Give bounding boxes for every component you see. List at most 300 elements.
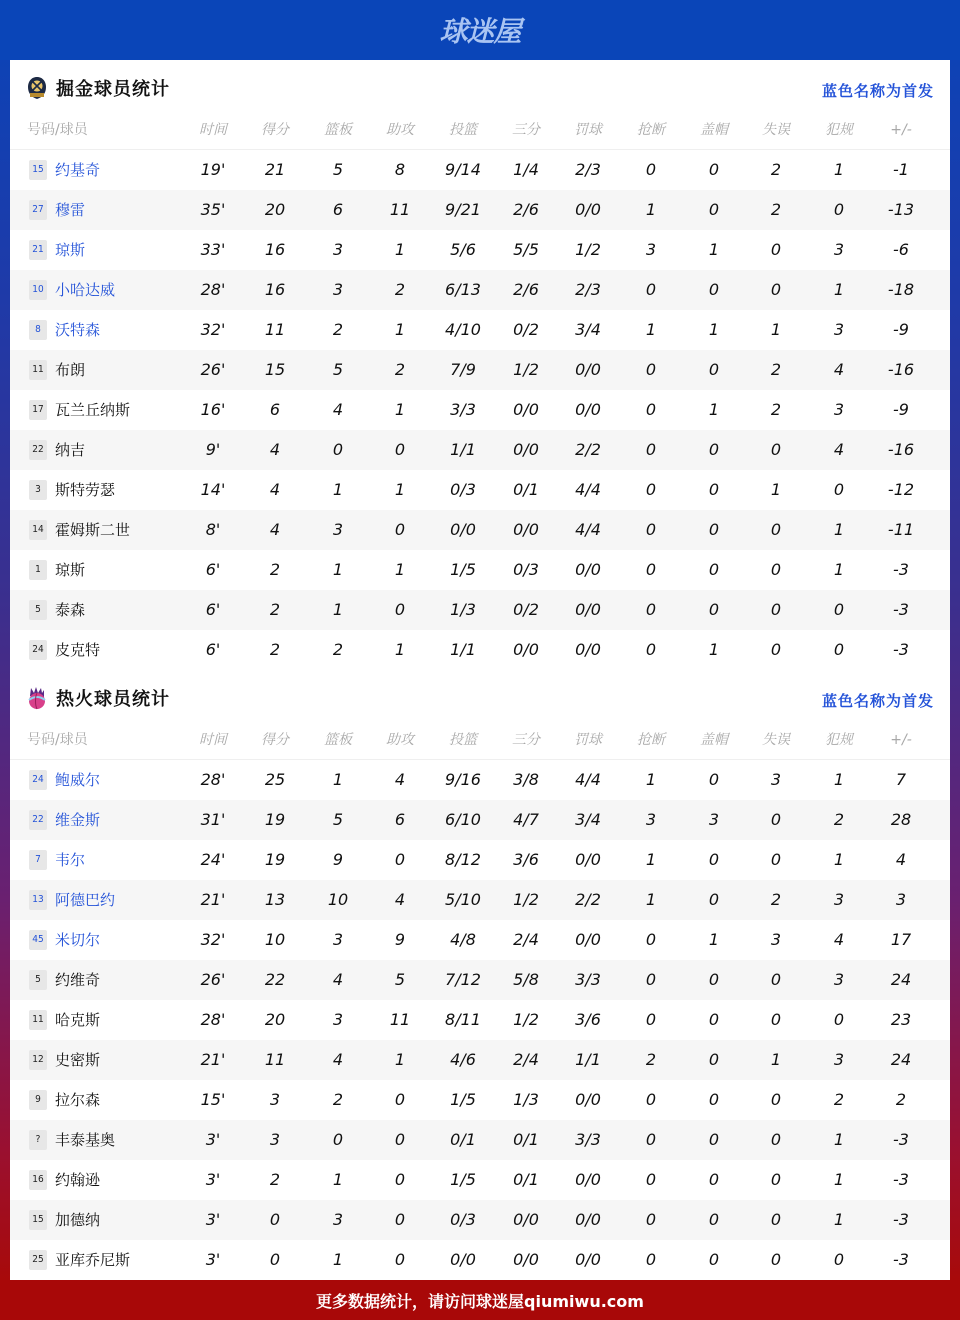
player-row[interactable] [10,1000,950,1040]
col-3pt: 1/2 [513,1010,539,1029]
player-name[interactable]: 斯特劳瑟 [55,481,116,499]
jersey-number: 16 [29,1170,47,1190]
col-assists: 1 [394,1050,406,1069]
jersey-number: 5 [29,970,47,990]
col-fouls: 4 [833,440,845,459]
col-points: 3 [269,1130,281,1149]
col-fouls: 1 [833,850,845,869]
col-blocks: 0 [708,1210,720,1229]
col-steals: 1 [645,890,657,909]
col-fg: 8/12 [445,850,481,869]
header-col-3pt: 三分 [512,732,540,748]
col-assists: 5 [394,970,406,989]
table-header [10,720,950,760]
player-row[interactable] [10,840,950,880]
player-name-starter[interactable]: 米切尔 [55,931,101,949]
col-minutes: 33' [200,240,226,259]
col-ft: 0/0 [575,560,601,579]
col-3pt: 4/7 [513,810,539,829]
brand-logo: 球迷屋 [439,15,521,48]
col-plus-minus: -16 [887,360,915,379]
col-blocks: 0 [708,890,720,909]
player-name[interactable]: 约翰逊 [55,1171,101,1189]
col-turnovers: 0 [770,1210,782,1229]
header-col-fouls: 犯规 [825,122,853,138]
col-blocks: 0 [708,1010,720,1029]
col-points: 11 [264,320,286,339]
player-name-starter[interactable]: 琼斯 [55,241,86,259]
col-turnovers: 1 [770,1050,782,1069]
col-blocks: 0 [708,160,720,179]
col-turnovers: 2 [770,890,782,909]
player-name[interactable]: 琼斯 [55,561,86,579]
player-name[interactable]: 亚库乔尼斯 [55,1251,131,1269]
col-blocks: 1 [708,320,720,339]
player-row[interactable] [10,270,950,310]
player-row[interactable] [10,630,950,670]
col-steals: 0 [645,1010,657,1029]
col-turnovers: 0 [770,640,782,659]
col-minutes: 35' [200,200,226,219]
col-assists: 1 [394,320,406,339]
col-turnovers: 2 [770,160,782,179]
col-turnovers: 0 [770,280,782,299]
col-fg: 5/6 [450,240,476,259]
player-row[interactable] [10,800,950,840]
player-row[interactable] [10,920,950,960]
header-player: 号码/球员 [27,122,88,138]
col-minutes: 14' [200,480,226,499]
col-plus-minus: -12 [887,480,915,499]
header-col-plus-minus: +/- [890,732,912,748]
col-blocks: 1 [708,400,720,419]
col-points: 2 [269,640,281,659]
col-plus-minus: -13 [887,200,915,219]
header-col-blocks: 盖帽 [700,122,728,138]
col-assists: 0 [394,1210,406,1229]
header-col-minutes: 时间 [199,122,227,138]
col-fouls: 3 [833,400,845,419]
col-fg: 5/10 [445,890,481,909]
col-fg: 4/6 [450,1050,476,1069]
col-points: 25 [264,770,286,789]
col-fouls: 1 [833,1130,845,1149]
col-points: 10 [264,930,286,949]
col-steals: 0 [645,1170,657,1189]
col-assists: 0 [394,600,406,619]
player-name[interactable]: 纳吉 [55,441,86,459]
jersey-number: 11 [29,1010,47,1030]
col-3pt: 2/6 [513,280,539,299]
header-col-assists: 助攻 [386,732,414,748]
col-minutes: 28' [200,770,226,789]
col-turnovers: 0 [770,810,782,829]
player-name[interactable]: 加德纳 [55,1211,101,1229]
col-turnovers: 0 [770,240,782,259]
col-steals: 0 [645,400,657,419]
col-blocks: 0 [708,970,720,989]
player-row[interactable] [10,510,950,550]
col-fouls: 0 [833,600,845,619]
player-row[interactable] [10,590,950,630]
player-row[interactable] [10,470,950,510]
col-steals: 3 [645,810,657,829]
player-name-starter[interactable]: 维金斯 [55,811,101,829]
col-steals: 0 [645,1130,657,1149]
col-turnovers: 0 [770,520,782,539]
col-points: 20 [264,200,286,219]
col-ft: 0/0 [575,1210,601,1229]
col-3pt: 0/0 [513,440,539,459]
col-blocks: 0 [708,360,720,379]
col-fg: 4/8 [450,930,476,949]
col-fouls: 3 [833,1050,845,1069]
player-row[interactable] [10,550,950,590]
col-fouls: 3 [833,970,845,989]
col-steals: 0 [645,1250,657,1269]
player-name[interactable]: 霍姆斯二世 [55,521,131,539]
col-fouls: 4 [833,360,845,379]
col-plus-minus: 3 [895,890,907,909]
col-rebounds: 3 [332,520,344,539]
header-col-fg: 投篮 [449,122,477,138]
col-plus-minus: -11 [887,520,915,539]
col-assists: 1 [394,400,406,419]
player-name[interactable]: 拉尔森 [55,1091,101,1109]
col-points: 13 [264,890,286,909]
col-points: 0 [269,1210,281,1229]
col-minutes: 26' [200,970,226,989]
col-points: 2 [269,600,281,619]
col-steals: 3 [645,240,657,259]
col-ft: 2/3 [575,160,601,179]
col-plus-minus: -9 [893,400,909,419]
col-points: 6 [269,400,281,419]
col-plus-minus: -3 [893,600,909,619]
player-row[interactable] [10,430,950,470]
player-name[interactable]: 皮克特 [55,641,101,659]
col-plus-minus: 2 [895,1090,907,1109]
col-steals: 0 [645,970,657,989]
col-blocks: 0 [708,1130,720,1149]
col-turnovers: 1 [770,480,782,499]
col-fouls: 1 [833,560,845,579]
col-fg: 0/0 [450,520,476,539]
nuggets-logo-icon [26,76,48,100]
col-rebounds: 3 [332,930,344,949]
col-steals: 0 [645,480,657,499]
col-turnovers: 0 [770,1090,782,1109]
col-fg: 0/3 [450,480,476,499]
col-ft: 2/2 [575,890,601,909]
col-fg: 6/13 [445,280,481,299]
col-ft: 4/4 [575,520,601,539]
col-turnovers: 0 [770,1250,782,1269]
col-fg: 4/10 [445,320,481,339]
player-name[interactable]: 布朗 [55,361,86,379]
player-name[interactable]: 史密斯 [55,1051,101,1069]
col-3pt: 0/0 [513,520,539,539]
col-minutes: 32' [200,930,226,949]
player-name-starter[interactable]: 韦尔 [55,851,86,869]
jersey-number: 27 [29,200,47,220]
col-blocks: 0 [708,280,720,299]
col-turnovers: 0 [770,440,782,459]
col-minutes: 9' [205,440,221,459]
player-name-starter[interactable]: 小哈达威 [55,281,116,299]
col-ft: 0/0 [575,360,601,379]
col-3pt: 2/4 [513,930,539,949]
header-col-assists: 助攻 [386,122,414,138]
col-points: 11 [264,1050,286,1069]
col-steals: 0 [645,930,657,949]
col-3pt: 0/3 [513,560,539,579]
col-assists: 0 [394,520,406,539]
col-blocks: 0 [708,1250,720,1269]
col-3pt: 3/8 [513,770,539,789]
col-turnovers: 0 [770,1130,782,1149]
col-fouls: 3 [833,320,845,339]
player-name-starter[interactable]: 穆雷 [55,201,86,219]
col-ft: 0/0 [575,930,601,949]
col-plus-minus: -18 [887,280,915,299]
col-ft: 0/0 [575,1170,601,1189]
col-rebounds: 9 [332,850,344,869]
player-name-starter[interactable]: 沃特森 [55,321,101,339]
jersey-number: ? [29,1130,47,1150]
col-minutes: 15' [200,1090,226,1109]
table-header [10,110,950,150]
col-3pt: 2/4 [513,1050,539,1069]
col-assists: 1 [394,640,406,659]
player-name-starter[interactable]: 约基奇 [55,161,101,179]
jersey-number: 25 [29,1250,47,1270]
col-fouls: 1 [833,1210,845,1229]
col-turnovers: 0 [770,970,782,989]
col-points: 22 [264,970,286,989]
col-assists: 11 [389,1010,411,1029]
col-blocks: 0 [708,770,720,789]
col-fouls: 0 [833,640,845,659]
col-blocks: 1 [708,240,720,259]
col-fg: 1/5 [450,560,476,579]
col-steals: 0 [645,600,657,619]
col-plus-minus: -3 [893,560,909,579]
player-row[interactable] [10,1120,950,1160]
col-ft: 3/6 [575,1010,601,1029]
jersey-number: 7 [29,850,47,870]
player-row[interactable] [10,310,950,350]
header-col-points: 得分 [261,732,289,748]
col-rebounds: 1 [332,600,344,619]
player-row[interactable] [10,1040,950,1080]
col-fouls: 0 [833,1250,845,1269]
header-col-points: 得分 [261,122,289,138]
col-ft: 0/0 [575,200,601,219]
col-rebounds: 1 [332,560,344,579]
col-points: 4 [269,440,281,459]
col-fouls: 2 [833,1090,845,1109]
col-plus-minus: 24 [890,1050,912,1069]
col-turnovers: 2 [770,360,782,379]
col-3pt: 0/0 [513,1210,539,1229]
col-assists: 1 [394,560,406,579]
col-fouls: 1 [833,520,845,539]
col-steals: 0 [645,640,657,659]
col-fg: 7/9 [450,360,476,379]
player-name[interactable]: 瓦兰丘纳斯 [55,401,131,419]
col-ft: 0/0 [575,600,601,619]
col-points: 21 [264,160,286,179]
jersey-number: 45 [29,930,47,950]
col-points: 19 [264,850,286,869]
col-plus-minus: 28 [890,810,912,829]
col-ft: 2/2 [575,440,601,459]
col-3pt: 1/3 [513,1090,539,1109]
col-ft: 3/4 [575,810,601,829]
col-3pt: 2/6 [513,200,539,219]
col-fouls: 2 [833,810,845,829]
col-rebounds: 4 [332,1050,344,1069]
col-rebounds: 3 [332,1010,344,1029]
col-3pt: 3/6 [513,850,539,869]
col-plus-minus: -3 [893,1130,909,1149]
header-col-steals: 抢断 [637,732,665,748]
player-row[interactable] [10,150,950,190]
col-blocks: 0 [708,520,720,539]
col-ft: 3/4 [575,320,601,339]
player-row[interactable] [10,1080,950,1120]
col-turnovers: 0 [770,1170,782,1189]
col-plus-minus: -9 [893,320,909,339]
col-turnovers: 0 [770,600,782,619]
player-row[interactable] [10,190,950,230]
col-minutes: 19' [200,160,226,179]
player-row[interactable] [10,1160,950,1200]
col-fouls: 0 [833,200,845,219]
col-turnovers: 3 [770,770,782,789]
col-steals: 0 [645,1210,657,1229]
player-row[interactable] [10,880,950,920]
col-minutes: 28' [200,280,226,299]
col-rebounds: 1 [332,1250,344,1269]
col-minutes: 21' [200,890,226,909]
jersey-number: 1 [29,560,47,580]
player-row[interactable] [10,1200,950,1240]
col-ft: 0/0 [575,1090,601,1109]
col-fouls: 1 [833,770,845,789]
col-minutes: 21' [200,1050,226,1069]
col-points: 19 [264,810,286,829]
jersey-number: 15 [29,1210,47,1230]
col-blocks: 0 [708,1090,720,1109]
col-steals: 1 [645,320,657,339]
col-ft: 0/0 [575,850,601,869]
header-col-steals: 抢断 [637,122,665,138]
col-assists: 4 [394,890,406,909]
col-minutes: 3' [205,1210,221,1229]
col-points: 0 [269,1250,281,1269]
jersey-number: 21 [29,240,47,260]
header-col-blocks: 盖帽 [700,732,728,748]
col-fouls: 1 [833,280,845,299]
col-assists: 2 [394,360,406,379]
jersey-number: 24 [29,770,47,790]
jersey-number: 8 [29,320,47,340]
col-rebounds: 3 [332,1210,344,1229]
col-rebounds: 1 [332,770,344,789]
col-blocks: 0 [708,850,720,869]
col-blocks: 0 [708,1170,720,1189]
player-name[interactable]: 丰泰基奥 [55,1131,116,1149]
header-col-minutes: 时间 [199,732,227,748]
starter-legend-note: 蓝色名称为首发 [821,692,934,710]
col-plus-minus: -16 [887,440,915,459]
player-name[interactable]: 约维奇 [55,971,101,989]
col-blocks: 3 [708,810,720,829]
player-row[interactable] [10,760,950,800]
col-ft: 4/4 [575,770,601,789]
col-fouls: 3 [833,890,845,909]
col-minutes: 8' [205,520,221,539]
col-turnovers: 0 [770,1010,782,1029]
col-rebounds: 2 [332,640,344,659]
player-name[interactable]: 泰森 [55,601,86,619]
col-points: 4 [269,520,281,539]
col-steals: 2 [645,1050,657,1069]
player-name-starter[interactable]: 鲍威尔 [55,771,101,789]
col-assists: 1 [394,480,406,499]
header-col-fg: 投篮 [449,732,477,748]
col-assists: 8 [394,160,406,179]
col-assists: 9 [394,930,406,949]
section-title [26,73,170,103]
header-col-turnovers: 失误 [762,122,790,138]
col-minutes: 3' [205,1170,221,1189]
jersey-number: 10 [29,280,47,300]
jersey-number: 12 [29,1050,47,1070]
player-row[interactable] [10,350,950,390]
col-turnovers: 0 [770,850,782,869]
col-assists: 0 [394,440,406,459]
jersey-number: 22 [29,810,47,830]
col-3pt: 0/1 [513,1130,539,1149]
col-steals: 0 [645,560,657,579]
col-points: 3 [269,1090,281,1109]
player-row[interactable] [10,230,950,270]
col-ft: 0/0 [575,1250,601,1269]
col-rebounds: 2 [332,320,344,339]
player-row[interactable] [10,960,950,1000]
footer-link-text[interactable]: 更多数据统计，请访问球迷屋qiumiwu.com [316,1291,644,1311]
col-ft: 3/3 [575,970,601,989]
col-rebounds: 3 [332,280,344,299]
player-row[interactable] [10,390,950,430]
col-minutes: 26' [200,360,226,379]
heat-logo-icon [26,686,48,710]
col-minutes: 32' [200,320,226,339]
player-name[interactable]: 哈克斯 [55,1011,101,1029]
col-3pt: 5/5 [513,240,539,259]
col-3pt: 0/0 [513,1250,539,1269]
col-3pt: 1/2 [513,890,539,909]
col-fouls: 0 [833,480,845,499]
col-assists: 11 [389,200,411,219]
col-turnovers: 0 [770,560,782,579]
col-blocks: 0 [708,1050,720,1069]
player-name-starter[interactable]: 阿德巴约 [55,891,116,909]
player-row[interactable] [10,1240,950,1280]
